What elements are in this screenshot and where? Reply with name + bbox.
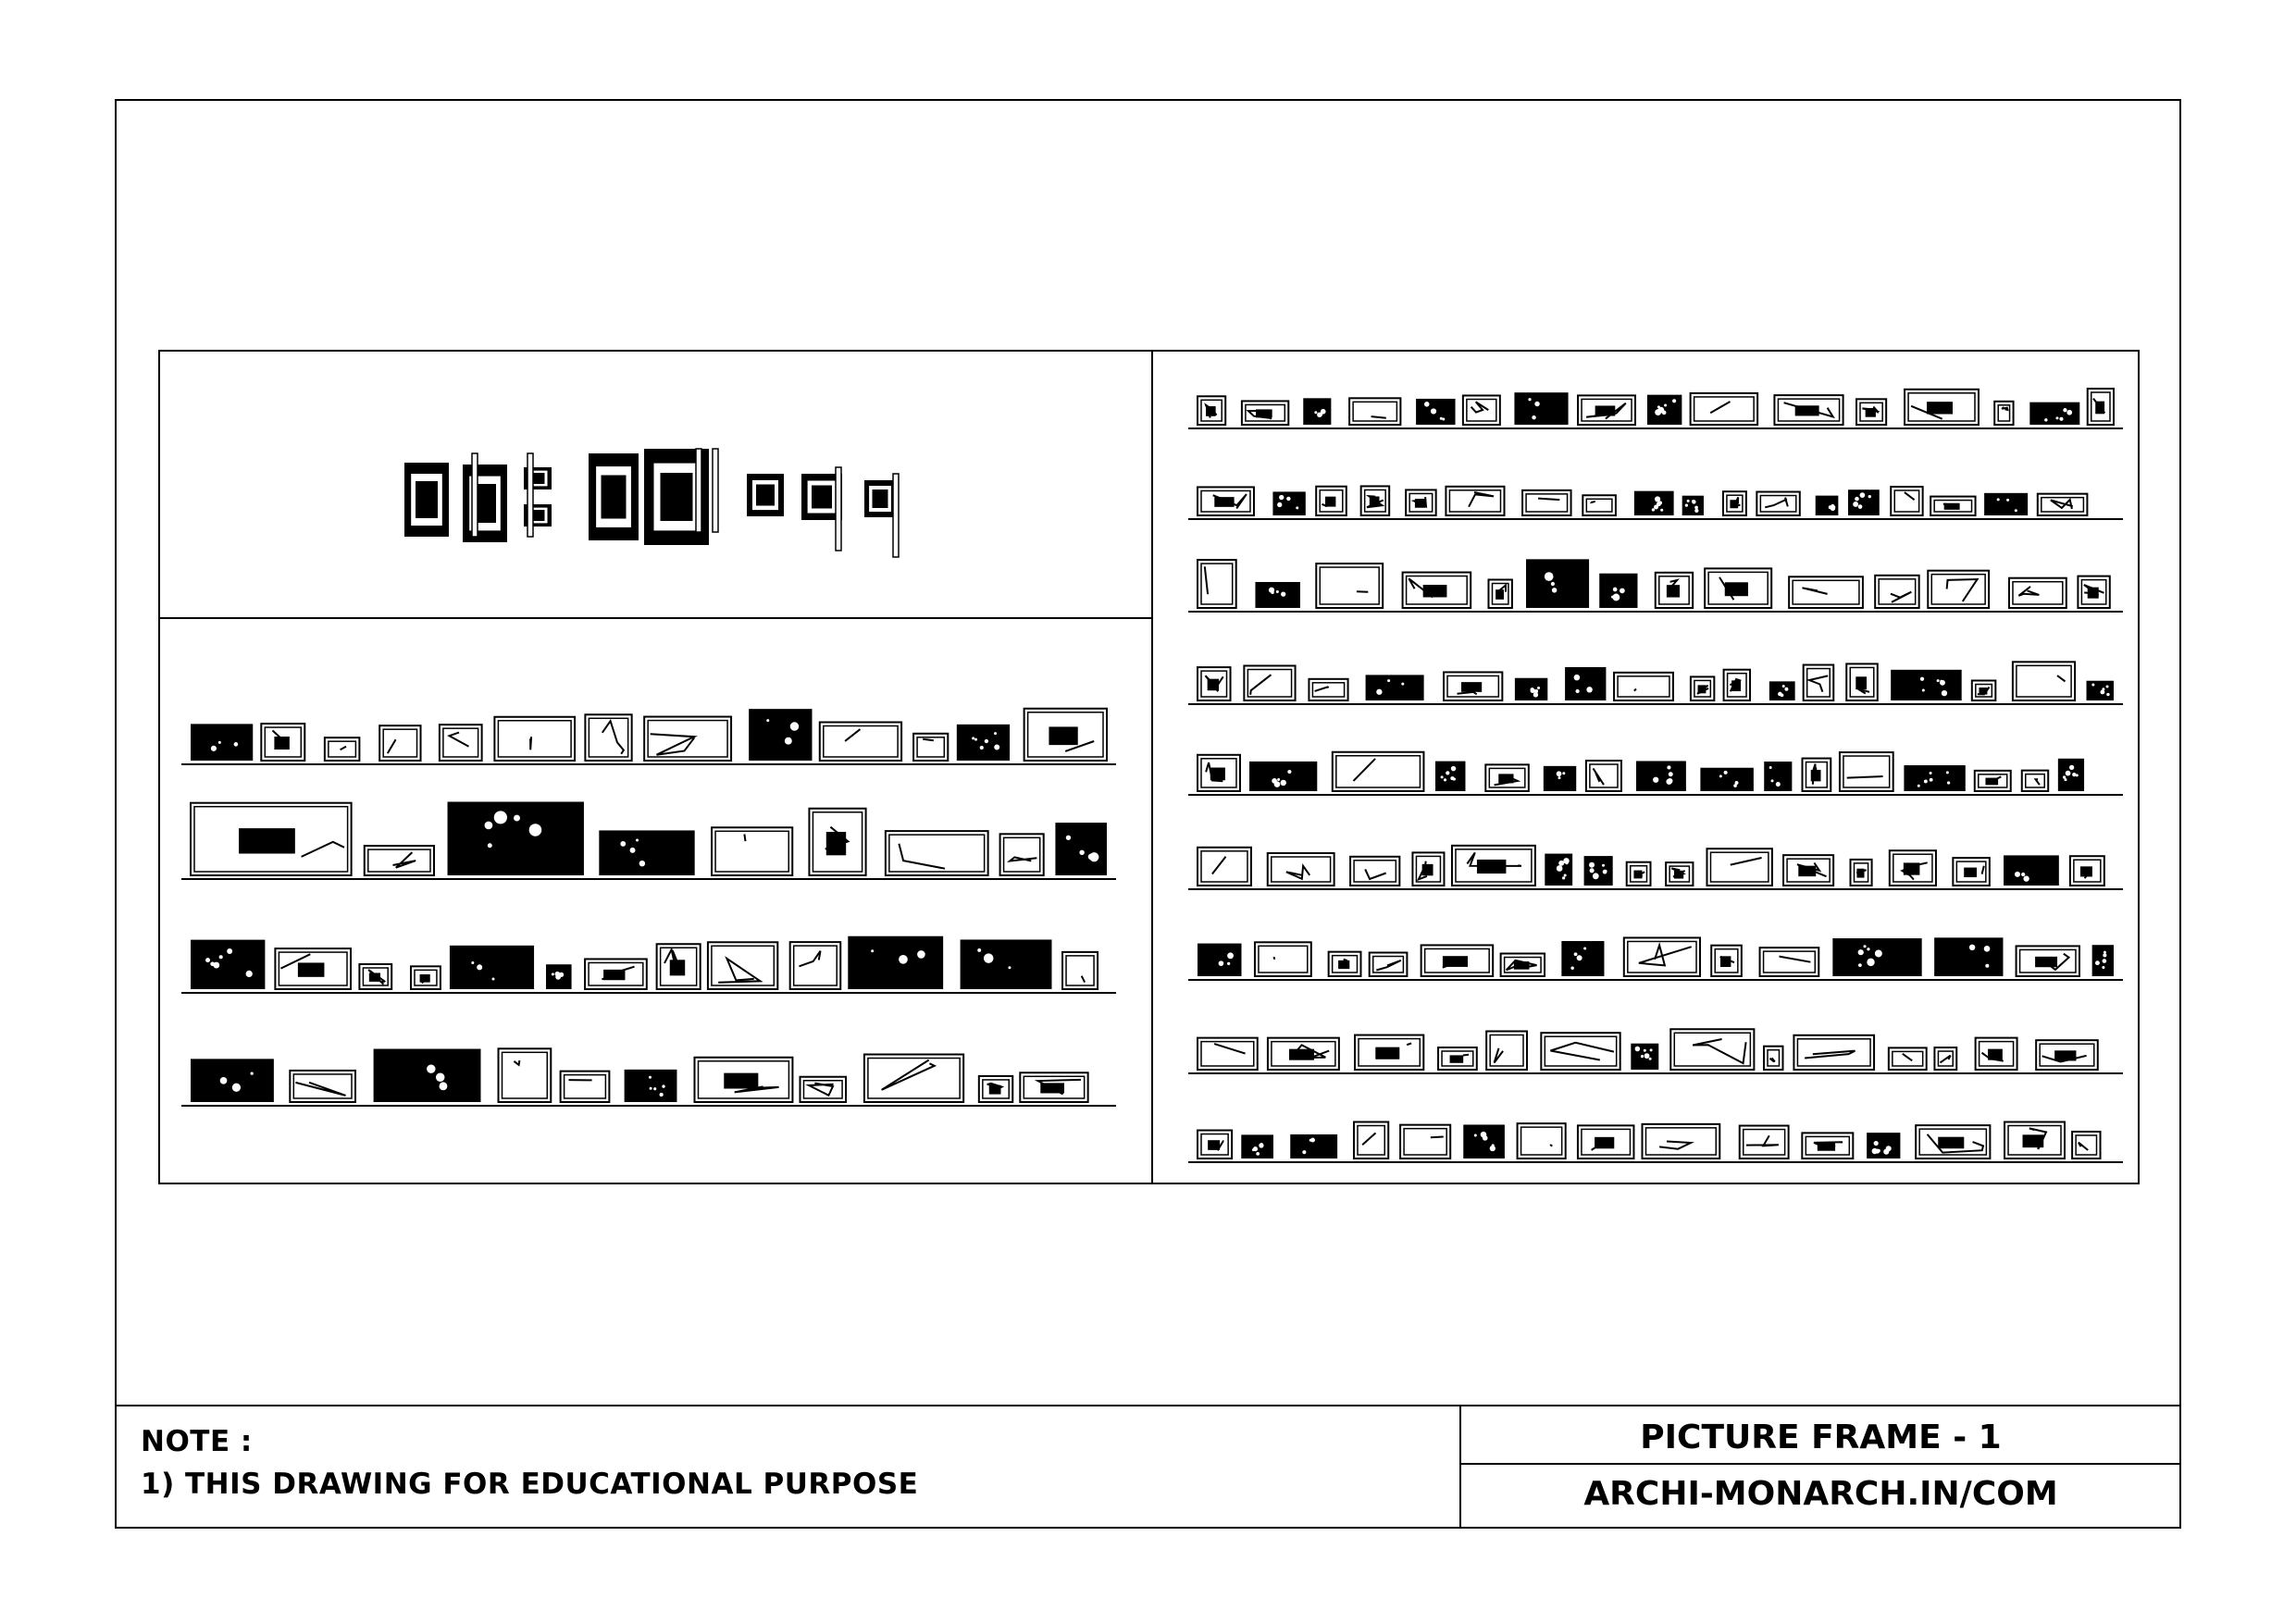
frame-side-profile	[893, 474, 899, 557]
picture-frame	[2092, 945, 2114, 976]
picture-frame	[1349, 398, 1400, 425]
picture-frame	[404, 463, 449, 537]
picture-frame	[325, 737, 360, 761]
picture-frame	[494, 717, 575, 761]
picture-frame	[1198, 560, 1236, 608]
picture-frame	[1599, 574, 1637, 608]
picture-frame	[1421, 945, 1494, 976]
picture-frame	[1522, 490, 1570, 515]
picture-frame	[1691, 393, 1758, 425]
picture-frame	[1452, 846, 1535, 886]
picture-frame	[913, 734, 948, 761]
title-block-top-line	[115, 1405, 2181, 1406]
picture-frame	[1268, 1038, 1339, 1070]
picture-frame	[1975, 771, 2011, 791]
picture-frame	[1984, 493, 2028, 515]
picture-frame	[1526, 559, 1589, 608]
picture-frame	[191, 1059, 274, 1102]
picture-frame	[1544, 766, 1576, 791]
picture-frame	[1545, 854, 1572, 886]
picture-frame	[864, 480, 896, 517]
picture-frame	[1501, 954, 1545, 976]
picture-frame	[694, 1058, 792, 1102]
picture-frame	[1875, 576, 1918, 608]
picture-frame	[749, 709, 812, 761]
picture-frame	[1740, 1126, 1789, 1158]
picture-frame	[1889, 1047, 1927, 1070]
picture-frame	[1804, 665, 1834, 700]
picture-frame	[1290, 1134, 1337, 1158]
picture-frame	[1848, 489, 1880, 515]
picture-frame	[1055, 823, 1107, 875]
picture-frame	[440, 725, 482, 761]
picture-frame	[374, 1049, 481, 1102]
frame-side-profile	[836, 467, 841, 551]
picture-frame	[1486, 1031, 1527, 1070]
note-heading: NOTE :	[141, 1425, 253, 1458]
picture-frame	[1354, 1122, 1388, 1158]
picture-frame	[1403, 573, 1471, 608]
picture-frame	[1463, 395, 1500, 425]
picture-frame	[979, 1076, 1012, 1102]
picture-frame	[1578, 395, 1635, 425]
picture-frame	[1631, 1044, 1658, 1070]
picture-frame	[1789, 576, 1863, 608]
picture-frame	[1904, 765, 1965, 791]
picture-frame	[848, 936, 943, 989]
picture-frame	[290, 1071, 355, 1102]
picture-frame	[450, 946, 534, 989]
picture-frame	[1928, 571, 1989, 608]
picture-frame	[1756, 492, 1799, 515]
picture-frame	[1361, 486, 1390, 515]
picture-frame	[1514, 392, 1568, 425]
picture-frame	[1406, 489, 1435, 515]
picture-frame	[1930, 497, 1975, 515]
picture-frame	[1840, 752, 1893, 791]
picture-frame	[275, 948, 351, 989]
picture-frame	[1890, 850, 1936, 886]
picture-frame	[2036, 1040, 2098, 1070]
picture-frame	[1953, 858, 1989, 886]
picture-frame	[1706, 849, 1771, 886]
frame-elevation-group-right	[1188, 389, 2123, 1162]
picture-frame	[589, 453, 639, 540]
picture-frame	[2072, 1132, 2100, 1158]
frame-side-profile	[472, 453, 478, 537]
picture-frame	[561, 1072, 610, 1102]
picture-frame	[1627, 862, 1651, 886]
picture-frame	[1624, 937, 1700, 976]
picture-frame	[657, 944, 701, 989]
picture-frame	[599, 830, 694, 875]
picture-frame	[1905, 390, 1979, 425]
picture-frame	[2070, 856, 2104, 886]
picture-frame	[1764, 762, 1792, 791]
frame-side-profile	[713, 449, 718, 532]
picture-frame	[625, 1070, 677, 1102]
picture-frame	[1309, 679, 1347, 700]
picture-frame	[1515, 678, 1547, 700]
picture-frame	[2022, 771, 2048, 791]
picture-frame	[1198, 1131, 1232, 1158]
picture-frame	[1705, 568, 1771, 608]
picture-frame	[191, 803, 352, 875]
picture-frame	[1565, 667, 1606, 700]
picture-frame	[365, 846, 434, 875]
picture-frame	[2087, 681, 2114, 700]
picture-frame	[712, 827, 792, 875]
drawing-title: PICTURE FRAME - 1	[1640, 1419, 2002, 1456]
picture-frame	[191, 940, 265, 989]
picture-frame	[1647, 395, 1682, 425]
picture-frame	[1333, 752, 1424, 791]
picture-frame	[2038, 494, 2088, 515]
picture-frame	[1438, 1047, 1477, 1070]
picture-frame	[1198, 755, 1240, 791]
picture-frame	[1891, 670, 1962, 700]
title-block-divider-horizontal	[1459, 1463, 2181, 1465]
picture-frame	[1642, 1124, 1719, 1158]
picture-frame	[1198, 396, 1225, 425]
picture-frame	[1241, 1134, 1273, 1158]
picture-frame	[1446, 487, 1504, 515]
picture-frame	[1268, 853, 1334, 886]
picture-frame	[1614, 673, 1673, 700]
picture-frame	[1198, 848, 1251, 886]
picture-frame	[411, 966, 441, 989]
picture-frame	[585, 959, 647, 989]
picture-frame	[1724, 670, 1750, 700]
picture-frame	[1816, 496, 1839, 515]
picture-frame	[1244, 665, 1295, 700]
picture-frame	[1682, 496, 1704, 515]
picture-frame	[864, 1055, 963, 1102]
note-text: 1) THIS DRAWING FOR EDUCATIONAL PURPOSE	[141, 1468, 919, 1501]
picture-frame	[1485, 764, 1529, 791]
picture-frame	[1303, 398, 1331, 425]
picture-frame	[1463, 1124, 1505, 1158]
picture-frame	[1634, 491, 1674, 515]
picture-frame	[1760, 948, 1819, 976]
picture-frame	[1412, 852, 1444, 886]
picture-frame	[1793, 1035, 1874, 1070]
picture-frame	[1198, 1038, 1258, 1070]
picture-frame	[644, 717, 731, 761]
picture-frame	[1783, 855, 1833, 886]
picture-frame	[957, 725, 1010, 761]
picture-frame	[359, 964, 391, 989]
picture-frame	[1670, 1029, 1754, 1070]
picture-frame	[546, 964, 572, 989]
picture-frame	[2004, 1122, 2065, 1158]
picture-frame	[1062, 952, 1098, 989]
frame-side-profile	[527, 453, 533, 537]
picture-frame	[1856, 399, 1886, 425]
picture-frame	[1578, 1125, 1634, 1158]
picture-frame	[499, 1048, 552, 1102]
picture-frame	[1711, 946, 1742, 976]
picture-frame	[1329, 952, 1361, 976]
picture-frame	[1891, 487, 1922, 515]
picture-frame	[1656, 573, 1693, 608]
picture-frame	[1934, 937, 2003, 976]
picture-frame	[1255, 582, 1299, 608]
picture-frame	[1972, 681, 1996, 700]
picture-frame	[463, 465, 507, 542]
picture-frame	[1561, 941, 1604, 976]
picture-frame	[1198, 667, 1231, 700]
picture-frame	[1764, 1047, 1782, 1070]
picture-frame	[747, 474, 784, 516]
picture-frame	[1355, 1035, 1423, 1070]
picture-frame	[2029, 403, 2079, 425]
picture-frame	[1255, 942, 1311, 976]
picture-frame	[809, 809, 865, 875]
picture-frame	[1541, 1033, 1620, 1070]
picture-frame	[1316, 487, 1347, 515]
picture-frame	[1586, 761, 1621, 791]
picture-frame	[448, 801, 584, 875]
picture-frame	[1370, 953, 1408, 976]
picture-frame	[2058, 759, 2084, 791]
picture-frame	[820, 723, 901, 761]
picture-frame	[1582, 495, 1616, 515]
picture-frame	[961, 939, 1052, 989]
picture-frame	[1242, 401, 1288, 425]
picture-frame	[1994, 402, 2013, 425]
picture-frame	[1444, 672, 1502, 700]
picture-frame	[1769, 681, 1795, 700]
picture-frame	[1316, 564, 1383, 608]
frame-profile-group	[404, 449, 899, 557]
picture-frame	[1249, 762, 1317, 791]
picture-frame	[1350, 857, 1399, 886]
picture-frame	[191, 724, 253, 761]
picture-frame	[2009, 578, 2066, 608]
picture-frame	[1000, 834, 1044, 875]
picture-frame	[1802, 1133, 1853, 1158]
picture-frame	[1976, 1038, 2017, 1070]
frame-side-profile	[696, 449, 701, 532]
picture-frame	[1700, 768, 1753, 791]
picture-frame	[1803, 759, 1831, 791]
picture-frame	[1366, 675, 1424, 700]
picture-frame	[1435, 762, 1465, 791]
picture-frame	[261, 724, 304, 761]
picture-frame	[1774, 395, 1843, 425]
picture-frame	[1024, 709, 1107, 761]
picture-frame	[1832, 938, 1921, 976]
picture-frame	[1723, 491, 1746, 515]
picture-frame	[886, 831, 988, 875]
picture-frame	[1416, 399, 1455, 425]
picture-frame	[1636, 761, 1686, 791]
website-label: ARCHI-MONARCH.IN/COM	[1583, 1475, 2058, 1513]
picture-frame	[1518, 1123, 1566, 1158]
picture-frame	[1584, 856, 1613, 886]
picture-frame	[1488, 579, 1511, 608]
picture-frame	[1020, 1072, 1087, 1102]
picture-frame	[2013, 662, 2075, 700]
picture-frame	[2004, 855, 2059, 886]
picture-frame	[800, 1077, 846, 1102]
picture-frame	[1198, 944, 1241, 976]
picture-frame	[1846, 663, 1878, 700]
picture-frame	[1916, 1125, 1990, 1158]
picture-frame	[2088, 389, 2114, 425]
picture-frame	[1691, 676, 1714, 700]
frame-elevation-group-left	[181, 709, 1116, 1106]
picture-frame	[1851, 860, 1872, 886]
picture-frame	[790, 942, 841, 989]
picture-frame	[1666, 862, 1693, 886]
picture-frame	[1272, 491, 1305, 515]
picture-frame	[2078, 576, 2109, 608]
picture-frame	[708, 942, 777, 989]
picture-frame	[379, 725, 420, 761]
picture-frame	[585, 714, 631, 761]
picture-frame	[1198, 487, 1254, 515]
picture-frame	[1934, 1047, 1956, 1070]
picture-frame	[1400, 1125, 1450, 1158]
picture-frame	[2017, 946, 2079, 976]
picture-frame	[1867, 1133, 1900, 1158]
